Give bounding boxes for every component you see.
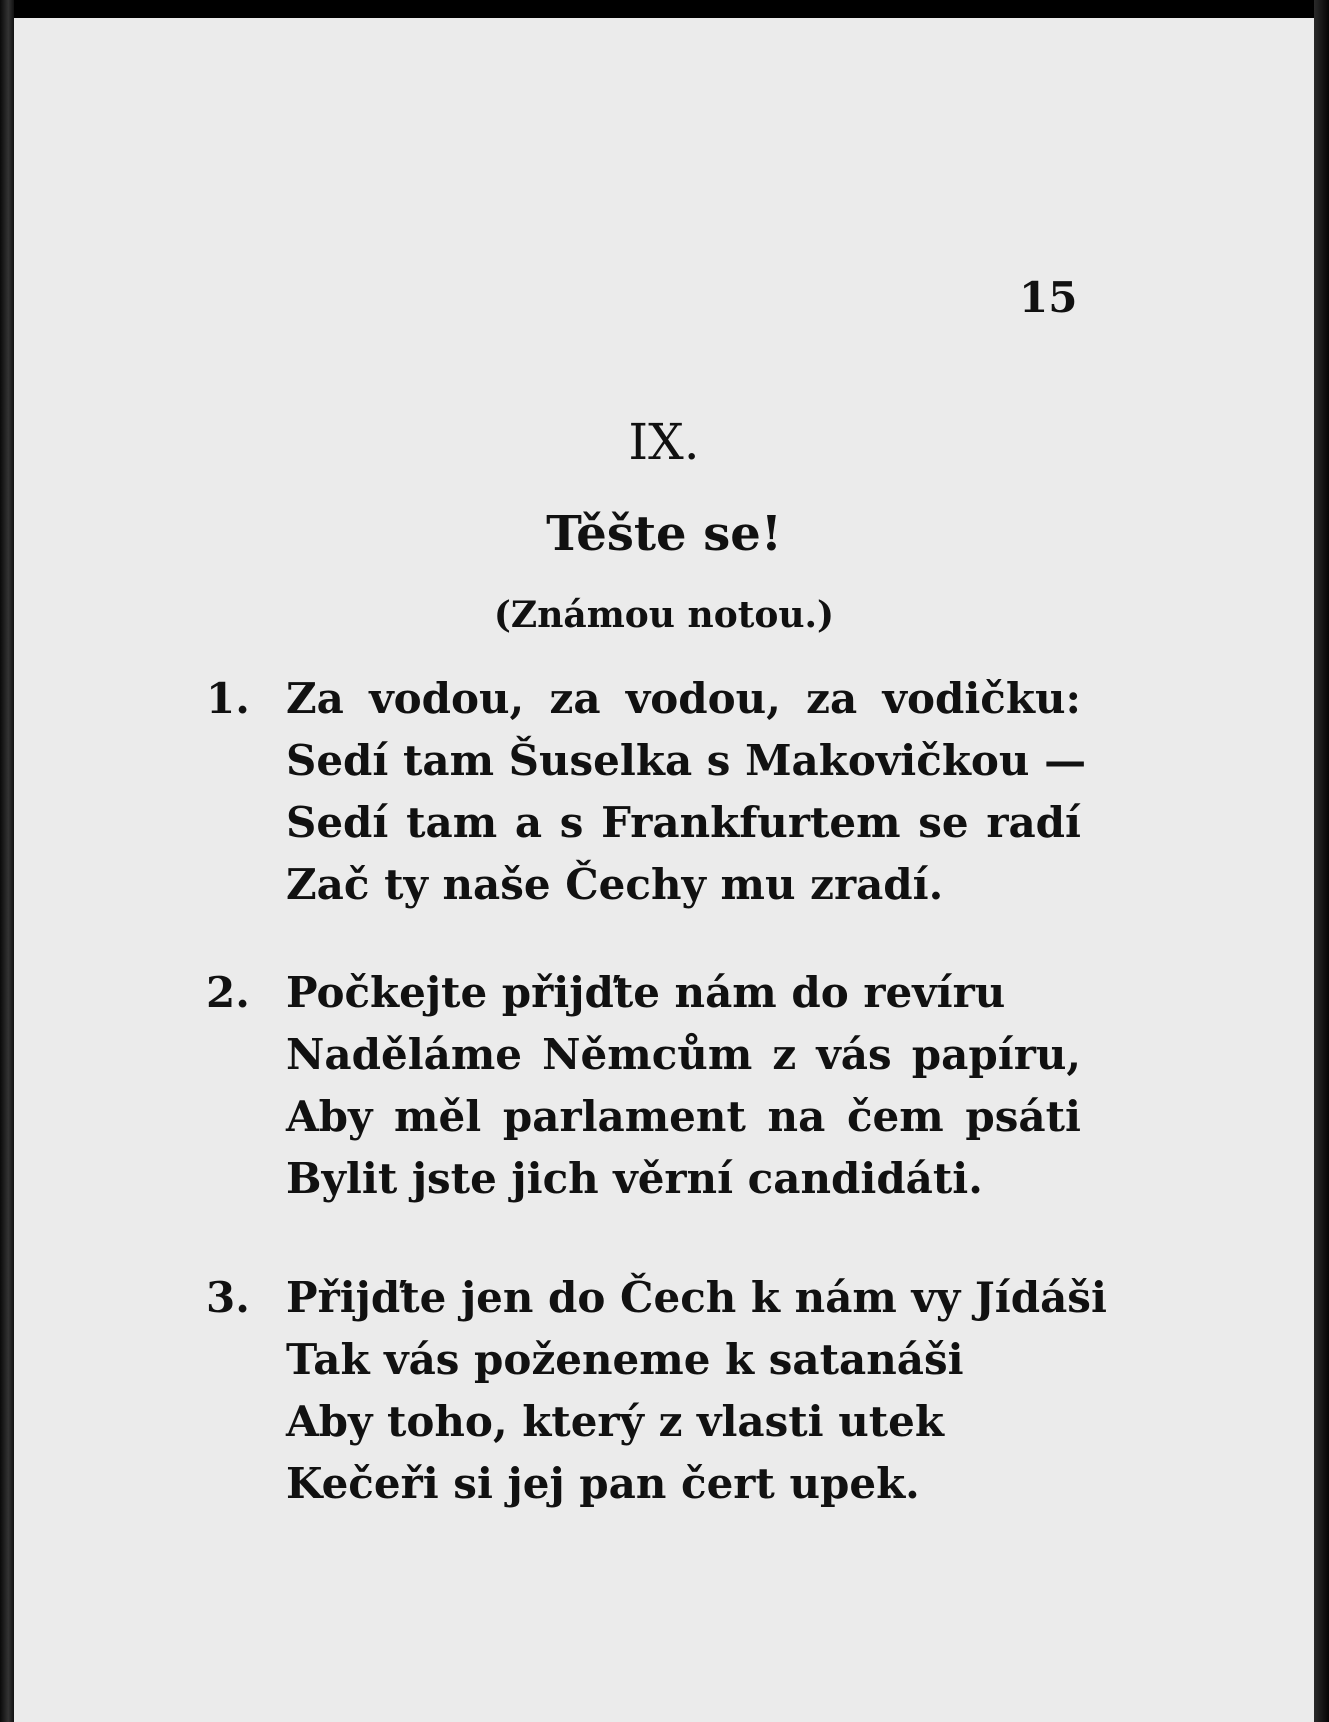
page-edge-right	[1314, 0, 1329, 1722]
chapter-heading: IX.	[628, 413, 700, 471]
verse-line: Počkejte přijďte nám do revíru	[286, 968, 1006, 1017]
poem-subtitle: (Známou notou.)	[493, 594, 835, 636]
verse-line: Sedí tam a s Frankfurtem se radí	[286, 798, 1081, 847]
verse-line: Aby měl parlament na čem psáti	[286, 1092, 1081, 1141]
stanza-number: 1.	[206, 674, 250, 723]
verse-line: Za vodou, za vodou, za vodičku:	[286, 674, 1081, 723]
stanza-number: 3.	[206, 1273, 250, 1322]
verse-line: Aby toho, který z vlasti utek	[286, 1397, 944, 1446]
book-page	[14, 18, 1314, 1722]
poem-title: Těšte se!	[546, 506, 782, 562]
verse-line: Zač ty naše Čechy mu zradí.	[286, 860, 944, 909]
verse-line: Kečeři si jej pan čert upek.	[286, 1459, 920, 1508]
verse-line: Tak vás poženeme k satanáši	[286, 1335, 964, 1384]
verse-line: Bylit jste jich věrní candidáti.	[286, 1154, 983, 1203]
verse-line: Naděláme Němcům z vás papíru,	[286, 1030, 1081, 1079]
verse-line: Sedí tam Šuselka s Makovičkou —	[286, 736, 1087, 785]
page-number: 15	[1019, 273, 1078, 322]
stanza-number: 2.	[206, 968, 250, 1017]
verse-line: Přijďte jen do Čech k nám vy Jídáši	[286, 1273, 1107, 1322]
page-edge-left	[0, 0, 14, 1722]
